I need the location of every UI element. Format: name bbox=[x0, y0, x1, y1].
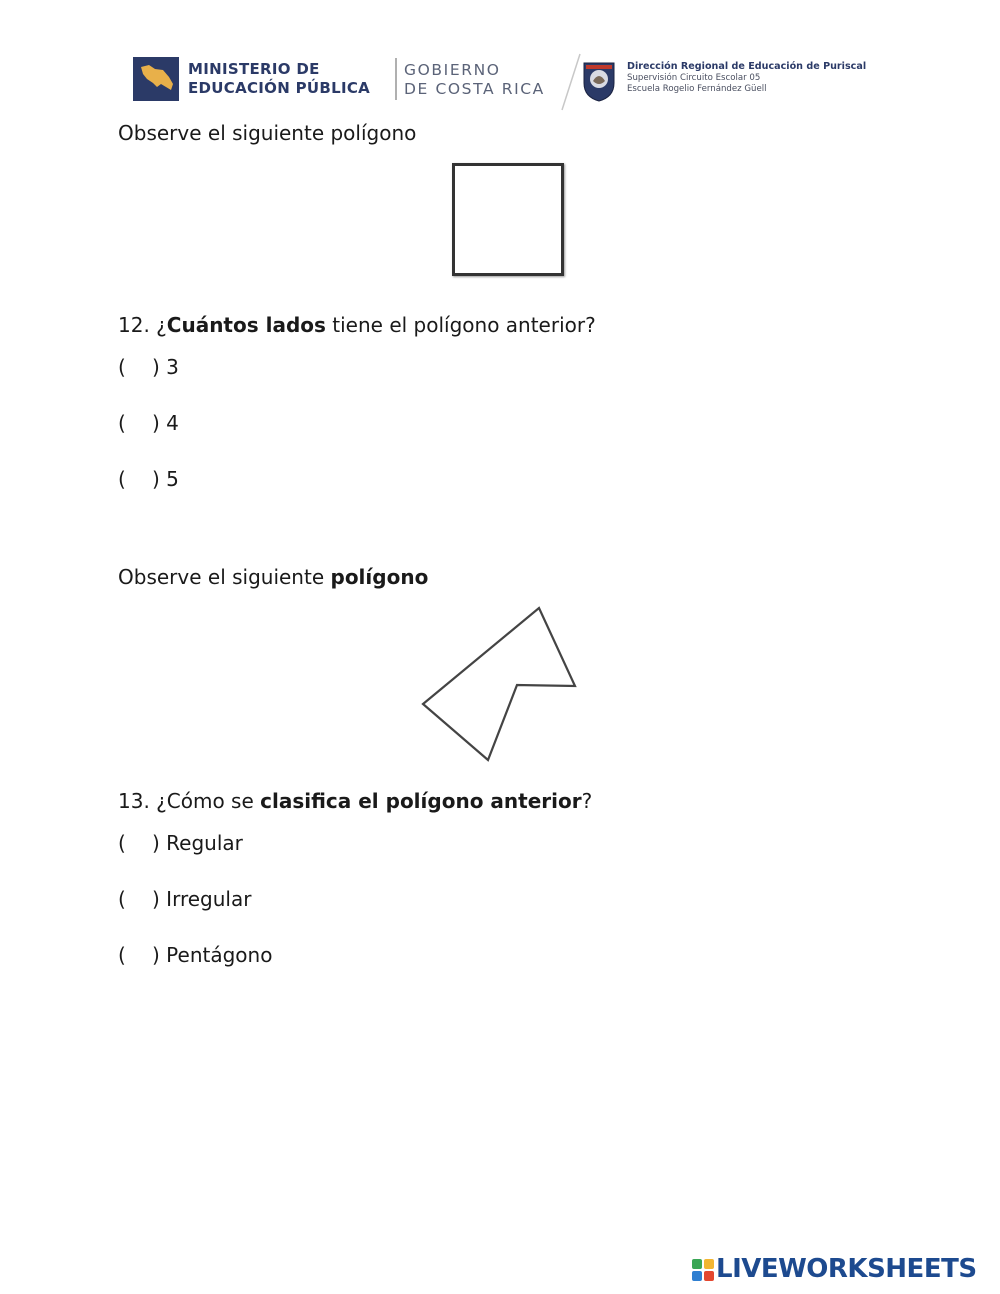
irregular-polygon-figure bbox=[415, 600, 585, 768]
mep-name: MINISTERIO DE EDUCACIÓN PÚBLICA bbox=[188, 60, 371, 97]
answer-checkbox[interactable]: ( bbox=[118, 943, 126, 967]
liveworksheets-logo: LIVEWORKSHEETS bbox=[692, 1254, 977, 1284]
question-13: 13. ¿Cómo se clasifica el polígono anterior? bbox=[118, 789, 593, 813]
answer-option-q12-2[interactable]: ( ) 4 bbox=[118, 411, 179, 435]
costa-rica-map-icon bbox=[133, 57, 179, 101]
answer-checkbox[interactable]: ( bbox=[118, 831, 126, 855]
answer-option-q13-3[interactable]: ( ) Pentágono bbox=[118, 943, 273, 967]
school-crest-icon bbox=[582, 59, 616, 103]
gobierno-name: GOBIERNO DE COSTA RICA bbox=[404, 61, 545, 98]
answer-checkbox[interactable]: ( bbox=[118, 355, 126, 379]
answer-option-q13-2[interactable]: ( ) Irregular bbox=[118, 887, 252, 911]
answer-option-q13-1[interactable]: ( ) Regular bbox=[118, 831, 243, 855]
mep-logo bbox=[133, 57, 179, 101]
header-divider bbox=[395, 58, 397, 100]
intro-text-1: Observe el siguiente polígono bbox=[118, 121, 417, 145]
answer-option-q12-1[interactable]: ( ) 3 bbox=[118, 355, 179, 379]
answer-checkbox[interactable]: ( bbox=[118, 467, 126, 491]
regional-direction-info: Dirección Regional de Educación de Puriscal Supervisión Circuito Escolar 05 Escuela Rogelio Fernández Güell bbox=[627, 61, 867, 94]
answer-checkbox[interactable]: ( bbox=[118, 411, 126, 435]
answer-option-q12-3[interactable]: ( ) 5 bbox=[118, 467, 179, 491]
header-slash-divider bbox=[560, 52, 582, 112]
intro-text-2: Observe el siguiente polígono bbox=[118, 565, 429, 589]
square-polygon-figure bbox=[452, 163, 564, 276]
question-12: 12. ¿Cuántos lados tiene el polígono anterior? bbox=[118, 313, 596, 337]
answer-checkbox[interactable]: ( bbox=[118, 887, 126, 911]
liveworksheets-icon bbox=[692, 1259, 714, 1281]
